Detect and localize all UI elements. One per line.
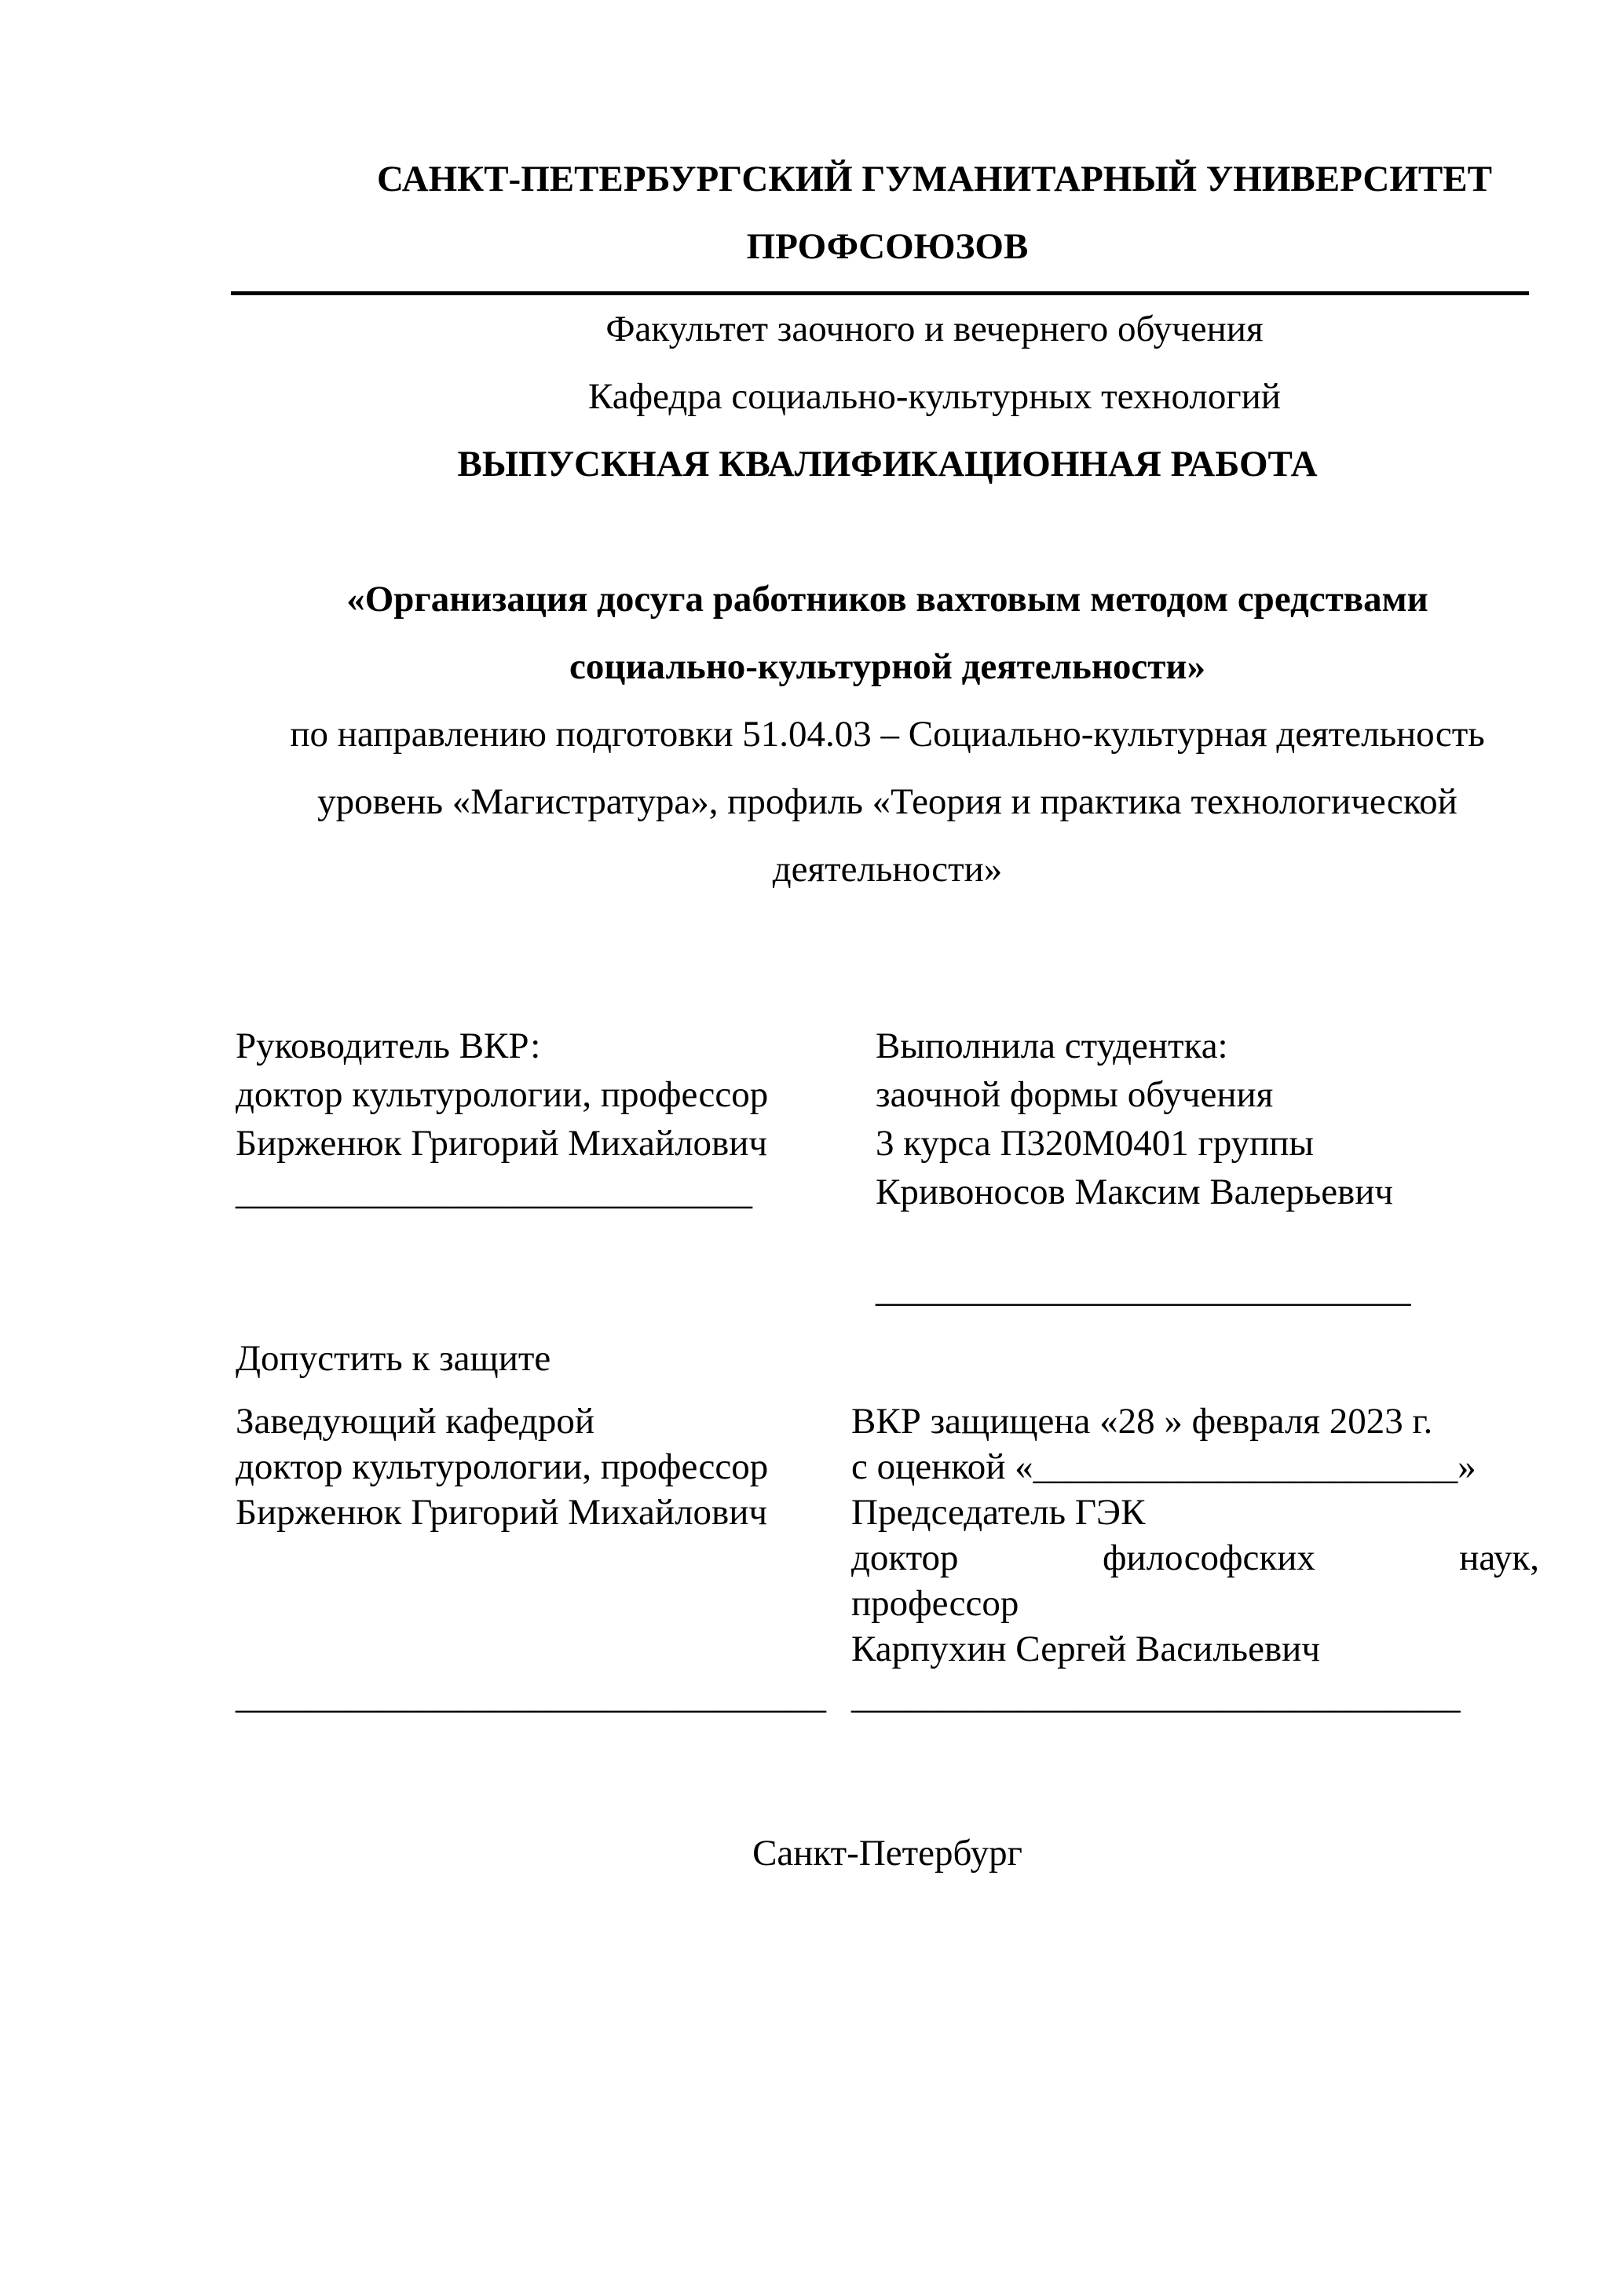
student-group: 3 курса П320М0401 группы (876, 1123, 1314, 1164)
chairman-degree-word2: философских (1102, 1537, 1315, 1578)
chairman-degree-word3: наук, (1459, 1537, 1539, 1578)
supervisor-signature-line: ____________________________ (236, 1172, 752, 1212)
defense-column (851, 1398, 1539, 1672)
program-line: по направлению подготовки 51.04.03 – Социально-культурная деятельность (290, 714, 1485, 755)
grade-blank-line: _______________________ (1033, 1446, 1458, 1487)
city-line: Санкт-Петербург (752, 1833, 1022, 1874)
chairman-degree-justified-line (851, 1535, 1539, 1581)
thesis-title-line1: «Организация досуга работников вахтовым методом средствами (346, 579, 1428, 620)
head-name: Бирженюк Григорий Михайлович (236, 1492, 768, 1533)
chairman-signature-cell (851, 1672, 1539, 1720)
chairman-degree-line2: профессор (851, 1583, 1019, 1624)
student-mode: заочной формы обучения (876, 1074, 1274, 1115)
defense-date-line: ВКР защищена «28 » февраля 2023 г. (851, 1401, 1433, 1442)
grade-suffix: » (1458, 1446, 1476, 1487)
admission-defense-section (236, 1398, 1539, 1672)
supervisor-name: Бирженюк Григорий Михайлович (236, 1123, 768, 1164)
supervisor-label: Руководитель ВКР: (236, 1026, 541, 1066)
chairman-name: Карпухин Сергей Васильевич (851, 1629, 1320, 1669)
grade-prefix: с оценкой « (851, 1446, 1033, 1487)
supervisor-degree: доктор культурологии, профессор (236, 1074, 769, 1115)
faculty-line: Факультет заочного и вечернего обучения (605, 309, 1264, 349)
chairman-signature-line: _________________________________ (851, 1676, 1461, 1717)
bottom-signature-row (236, 1672, 1539, 1720)
university-name-line2: ПРОФСОЮЗОВ (746, 226, 1029, 267)
chairman-label: Председатель ГЭК (851, 1492, 1146, 1533)
thesis-title-line2: социально-культурной деятельности» (569, 646, 1205, 687)
head-signature-cell (236, 1672, 851, 1720)
student-name: Кривоносов Максим Валерьевич (876, 1172, 1394, 1212)
student-label: Выполнила студентка: (876, 1026, 1228, 1066)
student-signature-line: _____________________________ (876, 1269, 1411, 1310)
supervisor-column (236, 1022, 876, 1314)
admission-label: Допустить к защите (236, 1338, 551, 1379)
head-position: Заведующий кафедрой (236, 1401, 595, 1442)
student-column (876, 1022, 1539, 1314)
level-profile-line1: уровень «Магистратура», профиль «Теория и практика технологической (317, 781, 1458, 822)
level-profile-line2: деятельности» (772, 849, 1003, 890)
supervisor-student-section (236, 1022, 1539, 1314)
department-line: Кафедра социально-культурных технологий (588, 376, 1281, 417)
department-head-column (236, 1398, 851, 1672)
head-degree: доктор культурологии, профессор (236, 1446, 769, 1487)
work-type-heading: ВЫПУСКНАЯ КВАЛИФИКАЦИОННАЯ РАБОТА (457, 444, 1318, 484)
head-signature-line: ________________________________ (236, 1676, 826, 1717)
chairman-degree-word1: доктор (851, 1537, 959, 1578)
university-name-line1: САНКТ-ПЕТЕРБУРГСКИЙ ГУМАНИТАРНЫЙ УНИВЕРСИТЕТ (377, 159, 1492, 199)
grade-line (851, 1444, 1539, 1490)
